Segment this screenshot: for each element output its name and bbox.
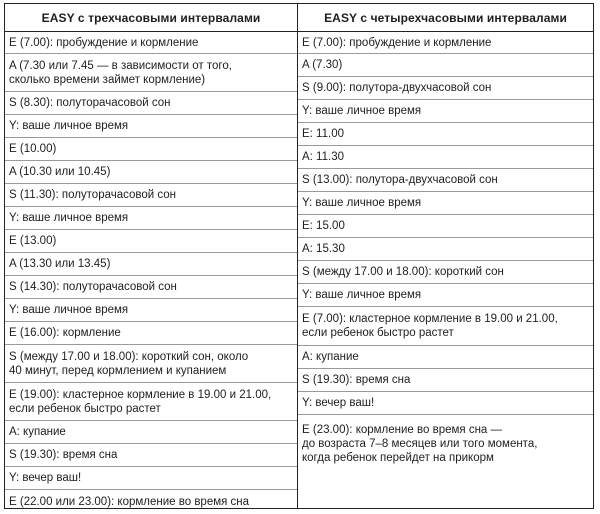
three-hour-row-text: S (11.30): полуторачасовой сон [9,189,177,201]
three-hour-row [5,54,297,92]
four-hour-row-text: E: 11.00 [302,128,344,140]
three-hour-row-text: A: купание [9,426,66,438]
four-hour-row [298,215,593,238]
three-hour-row [5,253,297,276]
three-hour-row-text: Y: ваше личное время [9,212,129,224]
four-hour-row-text: Y: ваше личное время [302,105,422,117]
four-hour-row [298,146,593,169]
three-hour-row [5,115,297,138]
three-hour-row [5,161,297,184]
four-hour-row-text: A: купание [302,351,359,363]
three-hour-row [5,276,297,299]
three-hour-row [5,92,297,115]
three-hour-row-text: A (7.30 или 7.45 — в зависимости от того, [9,59,232,72]
three-hour-row-text: A (10.30 или 10.45) [9,166,111,178]
three-hour-row [5,490,297,514]
three-hour-row-text: S (14.30): полуторачасовой сон [9,281,177,293]
four-hour-row [298,77,593,100]
four-hour-row [298,284,593,307]
four-hour-row [298,192,593,215]
three-hour-row [5,184,297,207]
four-hour-row [298,392,593,415]
four-hour-row-text: A: 15.30 [302,243,345,255]
three-hour-row-text: 40 минут, перед кормлением и купанием [9,364,227,377]
four-hour-row-text: E (7.00): пробуждение и кормление [302,36,492,49]
three-hour-row-text: E (13.00) [9,235,57,247]
three-hour-row [5,230,297,253]
four-hour-row [298,169,593,192]
header-four-hour: EASY с четырехчасовыми интервалами [324,10,567,25]
four-hour-row-text: A (7.30) [302,59,343,71]
three-hour-row [5,32,297,54]
four-hour-row-text: до возраста 7–8 месяцев или того момента, [302,438,538,450]
four-hour-row [298,307,593,346]
three-hour-row [5,207,297,230]
four-hour-row-text: S (19.30): время сна [302,374,411,386]
four-hour-row [298,346,593,369]
three-hour-row-text: Y: ваше личное время [9,120,129,132]
four-hour-row [298,54,593,77]
four-hour-row-text: S (13.00): полутора-двухчасовой сон [302,174,498,186]
four-hour-row-text: E: 15.00 [302,220,345,232]
four-hour-row-text: когда ребенок перейдет на прикорм [302,452,494,464]
three-hour-row [5,421,297,444]
four-hour-row-text: Y: ваше личное время [302,289,422,301]
three-hour-row-text: Y: вечер ваш! [9,472,82,484]
schedule-table [4,3,594,509]
three-hour-row [5,322,297,345]
four-hour-row [298,100,593,123]
three-hour-row-text: E (22.00 или 23.00): кормление во время сна [9,496,250,508]
three-hour-row-text: E (7.00): пробуждение и кормление [9,36,199,49]
three-hour-row-text: E (10.00) [9,143,57,155]
four-hour-row [298,415,593,473]
column-four-hour [298,32,593,508]
header-three-hour: EASY с трехчасовыми интервалами [5,4,298,31]
three-hour-row-text: A (13.30 или 13.45) [9,258,111,270]
four-hour-row [298,238,593,261]
three-hour-row-text: Y: ваше личное время [9,304,129,316]
three-hour-row [5,299,297,322]
four-hour-row [298,32,593,54]
three-hour-row [5,444,297,467]
three-hour-row [5,383,297,421]
four-hour-row-text: Y: ваше личное время [302,197,422,209]
four-hour-row-text: если ребенок быстро растет [302,327,454,339]
three-hour-row-text: S (между 17.00 и 18.00): короткий сон, около [9,350,249,363]
three-hour-row [5,467,297,490]
three-hour-row-text: если ребенок быстро растет [9,402,161,415]
four-hour-row-text: S (между 17.00 и 18.00): короткий сон [302,266,504,278]
four-hour-row [298,369,593,392]
four-hour-row-text: E (7.00): кластерное кормление в 19.00 и 21.00, [302,313,558,325]
four-hour-row-text: A: 11.30 [302,151,344,163]
three-hour-row-text: S (8.30): полуторачасовой сон [9,97,171,109]
three-hour-row-text: E (16.00): кормление [9,327,121,339]
four-hour-row-text: E (23.00): кормление во время сна — [302,424,503,436]
four-hour-row [298,261,593,284]
column-three-hour [5,32,298,508]
three-hour-row [5,345,297,383]
four-hour-row-text: S (9.00): полутора-двухчасовой сон [302,82,492,94]
three-hour-row-text: S (19.30): время сна [9,449,118,461]
four-hour-row-text: Y: вечер ваш! [302,397,375,409]
table-body [5,32,593,508]
three-hour-row-text: сколько времени займет кормление) [9,73,206,86]
three-hour-row-text: E (19.00): кластерное кормление в 19.00 и 21.00, [9,388,272,401]
three-hour-row [5,138,297,161]
four-hour-row [298,123,593,146]
table-header [5,4,593,32]
